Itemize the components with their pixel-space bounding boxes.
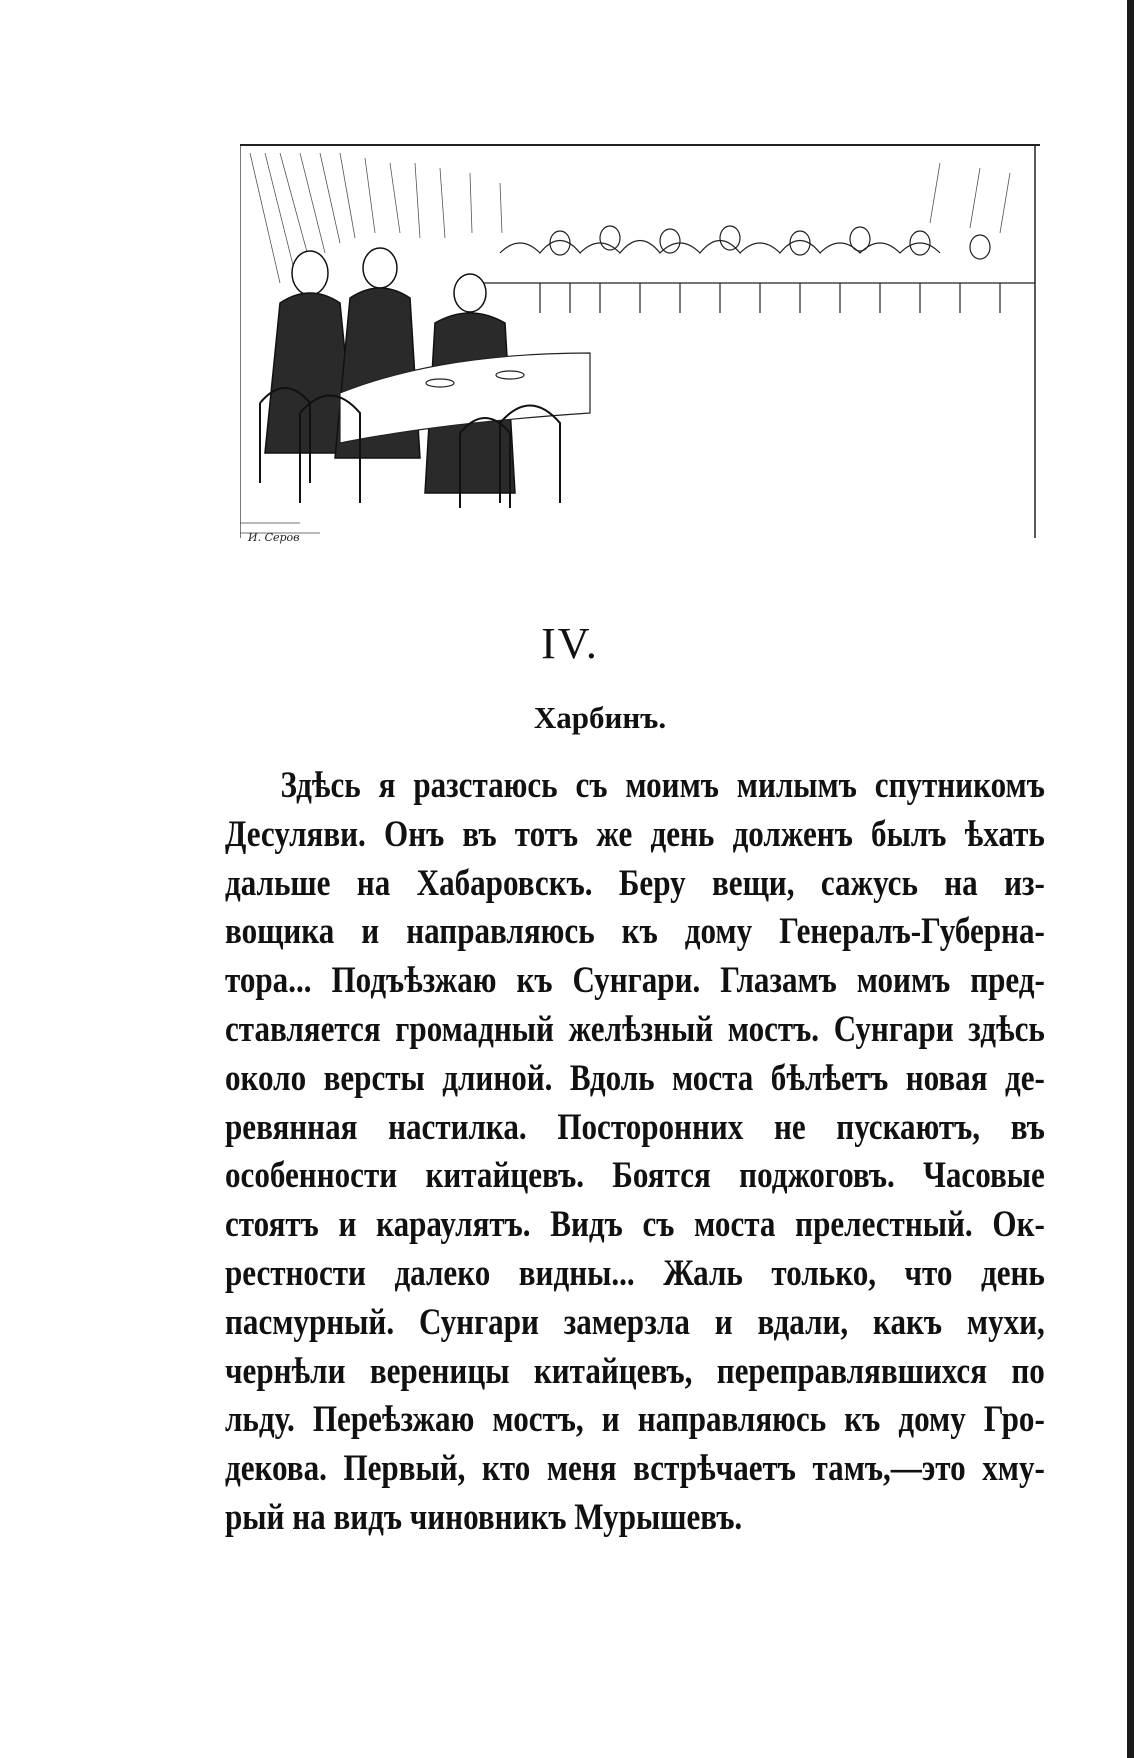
chapter-paragraph bbox=[225, 762, 1045, 1543]
chapter-title: Харбинъ. bbox=[533, 700, 667, 735]
text-line: особенности китайцевъ. Боятся поджоговъ. Часовые bbox=[225, 1155, 1045, 1197]
text-line: ревянная настилка. Посторонних не пускаютъ, въ bbox=[225, 1106, 1045, 1148]
banquet-hall-engraving-icon bbox=[240, 143, 1040, 548]
text-line: льду. Переѣзжаю мостъ, и направляюсь къ дому Гро- bbox=[225, 1399, 1045, 1441]
text-line: дальше на Хабаровскъ. Беру вещи, сажусь на из- bbox=[225, 862, 1045, 904]
text-line: Десуляви. Онъ въ тотъ же день долженъ былъ ѣхать bbox=[225, 813, 1045, 855]
text-line: ставляется громадный желѣзный мостъ. Сунгари здѣсь bbox=[225, 1008, 1045, 1050]
text-line: рый на видъ чиновникъ Мурышевъ. bbox=[225, 1496, 743, 1538]
text-line: Здѣсь я разстаюсь съ моимъ милымъ спутникомъ bbox=[280, 765, 1045, 806]
banquet-illustration bbox=[240, 143, 1040, 548]
chapter-number: IV. bbox=[541, 619, 599, 668]
text-line: пасмурный. Сунгари замерзла и вдали, какъ мухи, bbox=[225, 1301, 1045, 1343]
text-line: около версты длиной. Вдоль моста бѣлѣетъ новая де- bbox=[225, 1057, 1045, 1099]
illustration-signature: И. Серов bbox=[248, 531, 300, 544]
text-line: тора... Подъѣзжаю къ Сунгари. Глазамъ моимъ пред- bbox=[225, 960, 1045, 1002]
text-line: рестности далеко видны... Жаль только, что день bbox=[225, 1252, 1045, 1294]
text-line: декова. Первый, кто меня встрѣчаетъ тамъ,—это хму- bbox=[225, 1448, 1045, 1490]
text-line: стоятъ и караулятъ. Видъ съ моста прелестный. Ок- bbox=[225, 1204, 1045, 1246]
text-line: чернѣли вереницы китайцевъ, переправлявшихся по bbox=[225, 1350, 1045, 1392]
text-line: вощика и направляюсь къ дому Генералъ-Губерна- bbox=[225, 911, 1045, 953]
page-edge-shadow bbox=[1127, 0, 1134, 1758]
